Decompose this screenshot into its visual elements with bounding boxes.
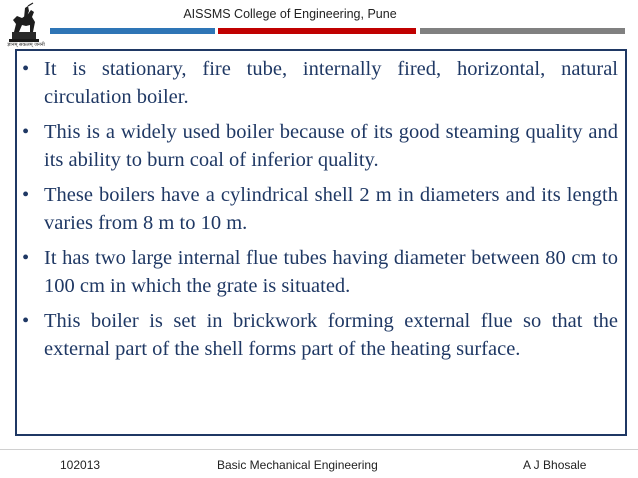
bullet-item <box>22 56 618 111</box>
bullet-text: This boiler is set in brickwork forming external flue so that the external part of the shell forms part of the heating surface. <box>44 310 618 360</box>
bullet-item <box>22 119 618 174</box>
footer-divider <box>0 449 638 450</box>
bullet-dot-icon: • <box>22 184 30 206</box>
college-title: AISSMS College of Engineering, Pune <box>183 7 397 21</box>
footer-subject: Basic Mechanical Engineering <box>217 458 378 472</box>
bullet-list <box>22 56 618 371</box>
bullet-dot-icon: • <box>22 121 30 143</box>
college-logo <box>4 2 44 48</box>
bullet-dot-icon: • <box>22 310 30 332</box>
equestrian-statue-icon <box>4 2 44 42</box>
bullet-text: This is a widely used boiler because of its good steaming quality and its ability to burn coal of inferior quality. <box>44 121 618 171</box>
bullet-item <box>22 245 618 300</box>
logo-caption: ज्ञानम् सकलम् जननी <box>7 42 45 48</box>
bullet-item <box>22 308 618 363</box>
header-bar-blue <box>50 28 215 34</box>
bullet-item <box>22 182 618 237</box>
header-bar-grey <box>420 28 625 34</box>
footer-author: A J Bhosale <box>523 458 587 472</box>
bullet-text: It has two large internal flue tubes having diameter between 80 cm to 100 cm in which the grate is situated. <box>44 247 618 297</box>
footer-course-code: 102013 <box>60 458 101 472</box>
bullet-dot-icon: • <box>22 247 30 269</box>
bullet-text: These boilers have a cylindrical shell 2 m in diameters and its length varies from 8 m to 10 m. <box>44 184 618 234</box>
bullet-text: It is stationary, fire tube, internally fired, horizontal, natural circulation boiler. <box>44 58 618 108</box>
bullet-dot-icon: • <box>22 58 30 80</box>
header-bar-red <box>218 28 416 34</box>
